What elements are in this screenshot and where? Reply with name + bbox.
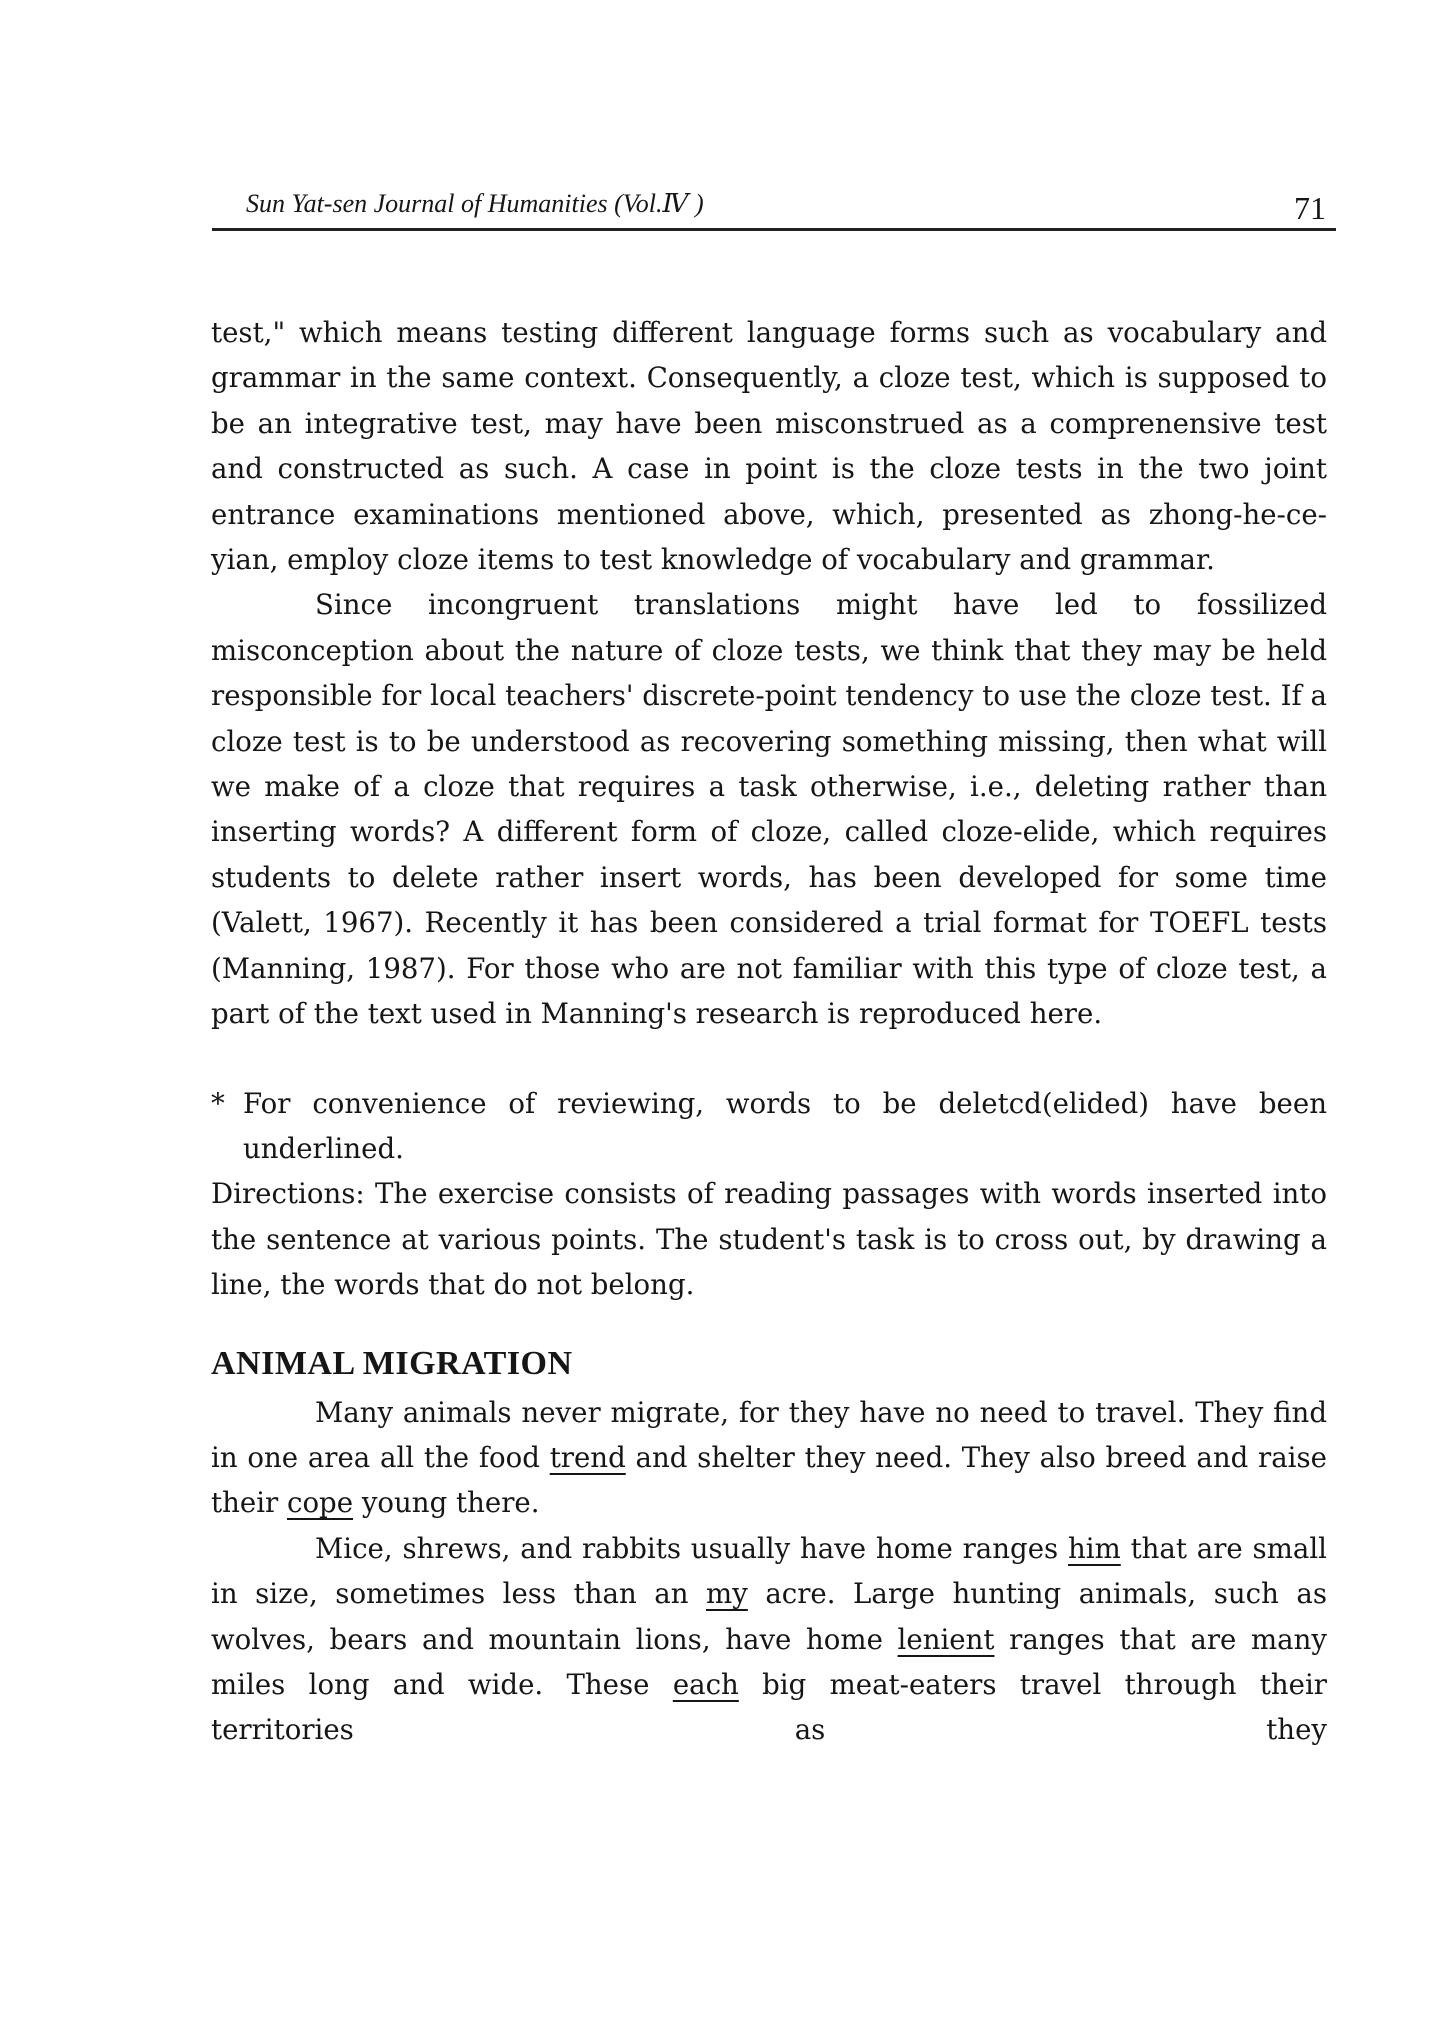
text-run: big meat-eaters travel through their territories as they xyxy=(211,1667,1327,1747)
article-body xyxy=(211,310,1327,1753)
elided-word: cope xyxy=(286,1486,354,1520)
text-run: and shelter they need. They also breed and raise their xyxy=(211,1440,1327,1520)
directions-paragraph: Directions: The exercise consists of reading passages with words inserted into the sentence at various points. The student's task is to cross out, by drawing a line, the words that do not belong. xyxy=(211,1177,1327,1302)
elided-word: lenient xyxy=(897,1622,995,1656)
migration-paragraph-1 xyxy=(211,1390,1327,1526)
migration-paragraph-2 xyxy=(211,1526,1327,1753)
paragraph-cloze-elide: Since incongruent translations might have led to fossilized misconception about the nature of cloze tests, we think that they may be held responsible for local teachers' discrete-point tendency to use the cloze test. If a cloze test is to be understood as recovering something missing, then what will we make of a cloze that requires a task otherwise, i.e., deleting rather than inserting words? A different form of cloze, called cloze-elide, which requires students to delete rather insert words, has been developed for some time (Valett, 1967). Recently it has been considered a trial format for TOEFL tests (Manning, 1987). For those who are not familiar with this type of cloze test, a part of the text used in Manning's research is reproduced here. xyxy=(211,588,1327,1031)
text-run: Mice, shrews, and rabbits usually have home ranges xyxy=(315,1531,1068,1565)
text-run: ranges that are many miles long and wide. These xyxy=(211,1622,1327,1701)
elided-word: trend xyxy=(549,1440,626,1474)
text-run: that are small in size, sometimes less than an xyxy=(211,1531,1327,1611)
journal-title: Sun Yat-sen Journal of Humanities (Vol.Ⅳ ) xyxy=(246,189,704,218)
text-run: young there. xyxy=(353,1486,540,1520)
paragraph-cloze-translation: test," which means testing different language forms such as vocabulary and grammar in the same context. Consequently, a cloze test, which is supposed to be an integrative test, may have been misconstrued as a comprenensive test and constructed as such. A case in point is the cloze tests in the two joint entrance examinations mentioned above, which, presented as zhong-he-ce-yian, employ cloze items to test knowledge of vocabulary and grammar. xyxy=(211,316,1327,577)
reviewing-note xyxy=(211,1081,1327,1172)
text-run: acre. Large hunting animals, such as wolves, bears and mountain lions, have home xyxy=(211,1577,1327,1656)
asterisk: * xyxy=(211,1086,225,1120)
elided-word: my xyxy=(706,1577,748,1611)
spacer xyxy=(211,1037,1327,1081)
running-header xyxy=(212,180,1336,231)
section-title: ANIMAL MIGRATION xyxy=(211,1344,573,1382)
page-number: 71 xyxy=(1294,190,1326,226)
elided-word: each xyxy=(672,1667,739,1701)
text-run: Many animals never migrate, for they have no need to travel. They find in one area all the food xyxy=(211,1395,1327,1474)
reviewing-note-text: For convenience of reviewing, words to be deletcd(elided) have been underlined. xyxy=(243,1086,1327,1165)
elided-word: him xyxy=(1068,1531,1121,1565)
